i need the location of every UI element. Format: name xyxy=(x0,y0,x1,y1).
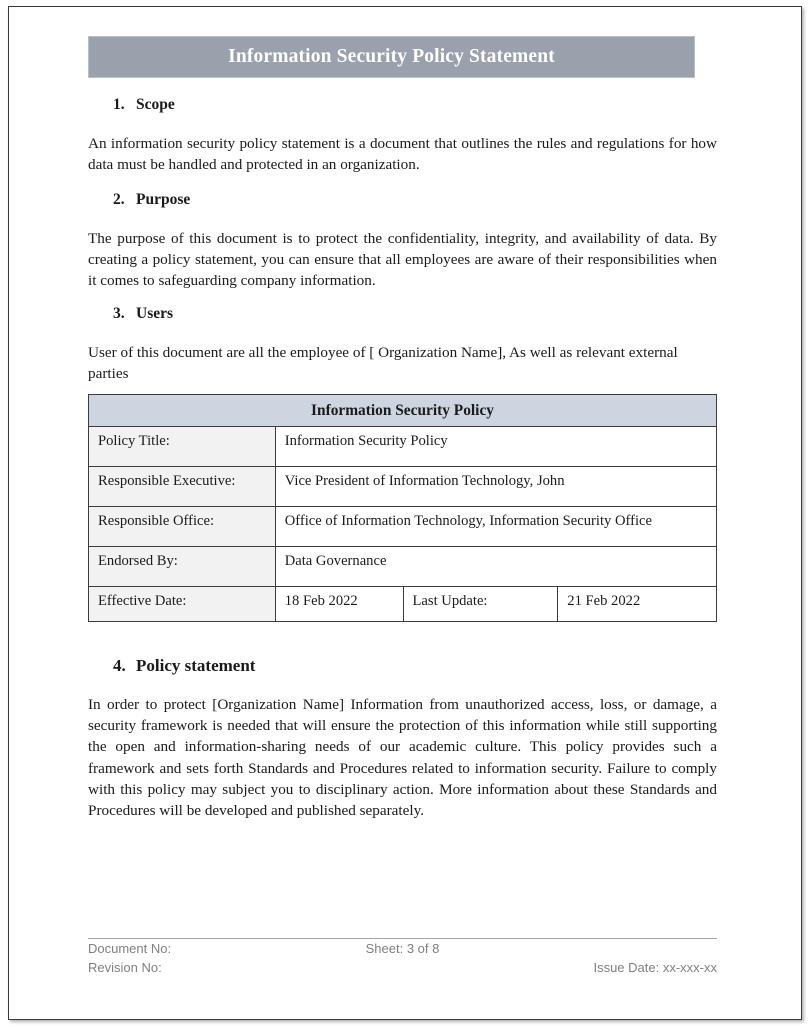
table-row xyxy=(89,587,717,622)
page-title: Information Security Policy Statement xyxy=(228,46,555,67)
page-content xyxy=(88,0,717,1014)
heading-scope-label: Scope xyxy=(136,96,175,113)
table-row xyxy=(89,547,717,587)
paragraph-scope: An information security policy statement is a document that outlines the rules and regulations for how data must be handled and protected in an organization. xyxy=(88,135,717,174)
heading-scope xyxy=(113,96,175,114)
cell-effective-date-label: Effective Date: xyxy=(89,587,276,622)
cell-endorsed-by-label: Endorsed By: xyxy=(89,547,276,587)
heading-users-number: 3. xyxy=(113,305,125,322)
cell-endorsed-by-value: Data Governance xyxy=(275,547,716,587)
paragraph-purpose: The purpose of this document is to protect the confidentiality, integrity, and availability of data. By creating a policy statement, you can ensure that all employees are aware of their responsibilities when it comes to safeguarding company information. xyxy=(88,230,717,290)
footer-divider xyxy=(88,938,717,939)
heading-policy-statement xyxy=(113,656,255,676)
heading-policy-statement-number: 4. xyxy=(113,656,126,675)
heading-users-label: Users xyxy=(136,305,174,322)
policy-table xyxy=(88,394,717,622)
heading-purpose-label: Purpose xyxy=(136,191,191,208)
heading-policy-statement-label: Policy statement xyxy=(136,656,256,675)
footer-document-no: Document No: xyxy=(88,941,172,956)
footer-issue-date: Issue Date: xx-xxx-xx xyxy=(593,960,717,975)
page-footer xyxy=(88,941,717,979)
heading-scope-number: 1. xyxy=(113,96,125,113)
table-row xyxy=(89,467,717,507)
paragraph-policy-statement: In order to protect [Organization Name] Information from unauthorized access, loss, or damage, a security framework is needed that will ensure the protection of this information while still supporting the open and information-sharing needs of our academic culture. This policy provides such a framework and sets forth Standards and Procedures related to information security. Failure to comply with this policy may subject you to disciplinary action. More information about these Standards and Procedures will be developed and published separately. xyxy=(88,696,717,820)
cell-responsible-office-label: Responsible Office: xyxy=(89,507,276,547)
cell-responsible-executive-label: Responsible Executive: xyxy=(89,467,276,507)
cell-responsible-office-value: Office of Information Technology, Information Security Office xyxy=(275,507,716,547)
table-row xyxy=(89,427,717,467)
heading-purpose xyxy=(113,191,190,209)
cell-last-update-value: 21 Feb 2022 xyxy=(558,587,717,622)
paragraph-users: User of this document are all the employee of [ Organization Name], As well as relevant external parties xyxy=(88,344,678,383)
footer-revision-no: Revision No: xyxy=(88,960,162,975)
table-header-cell: Information Security Policy xyxy=(89,395,717,427)
table-row-header xyxy=(89,395,717,427)
footer-row-top xyxy=(88,941,717,960)
footer-sheet-number: Sheet: 3 of 8 xyxy=(365,941,440,956)
table-row xyxy=(89,507,717,547)
cell-policy-title-label: Policy Title: xyxy=(89,427,276,467)
cell-responsible-executive-value: Vice President of Information Technology, John xyxy=(275,467,716,507)
cell-effective-date-value: 18 Feb 2022 xyxy=(275,587,403,622)
cell-policy-title-value: Information Security Policy xyxy=(275,427,716,467)
heading-users xyxy=(113,305,173,323)
footer-row-bottom xyxy=(88,960,717,979)
document-title-banner xyxy=(88,36,695,78)
heading-purpose-number: 2. xyxy=(113,191,125,208)
cell-last-update-label: Last Update: xyxy=(403,587,558,622)
